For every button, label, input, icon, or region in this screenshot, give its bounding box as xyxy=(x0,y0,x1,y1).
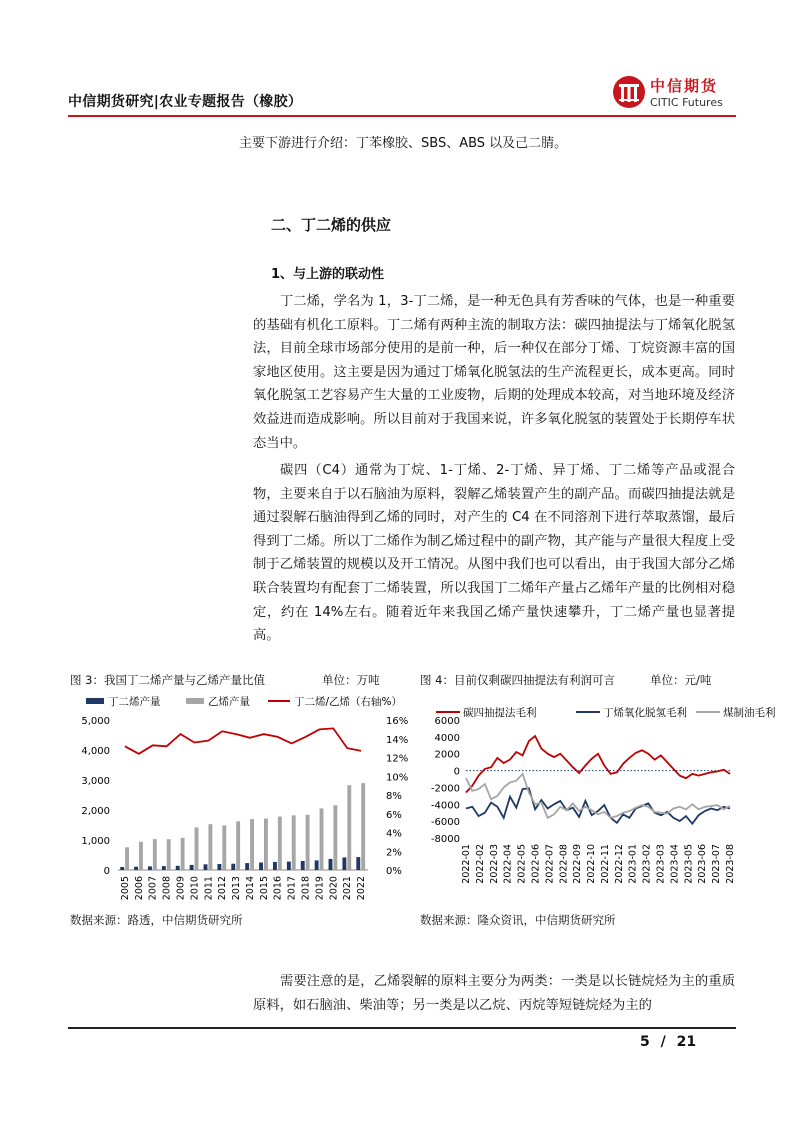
bar-butadiene-output xyxy=(356,857,360,870)
y-left-tick-label: 1,000 xyxy=(81,836,110,847)
bar-ethylene-output xyxy=(361,783,365,870)
x-tick-label: 2023-08 xyxy=(725,844,736,884)
x-tick-label: 2010 xyxy=(189,876,201,901)
x-tick-label: 2012 xyxy=(217,876,229,901)
x-tick-label: 2022-03 xyxy=(488,844,500,884)
x-tick-label: 2022-11 xyxy=(599,844,611,884)
page-separator: / xyxy=(660,1034,666,1050)
bar-ethylene-output xyxy=(264,819,268,870)
y-left-tick-label: 0 xyxy=(103,866,110,877)
bar-butadiene-output xyxy=(204,864,208,870)
x-tick-label: 2019 xyxy=(314,876,326,901)
bar-ethylene-output xyxy=(167,839,171,870)
bar-butadiene-output xyxy=(148,866,152,870)
report-header-title: 中信期货研究|农业专题报告（橡胶） xyxy=(68,94,303,110)
bar-butadiene-output xyxy=(190,865,194,870)
legend-label-ethylene-output: 乙烯产量 xyxy=(208,696,250,708)
x-tick-label: 2022-06 xyxy=(530,844,542,884)
bar-ethylene-output xyxy=(125,847,129,870)
subsection-title: 1、与上游的联动性 xyxy=(271,267,385,282)
y-tick-label: 2000 xyxy=(434,749,460,761)
bar-ethylene-output xyxy=(306,815,310,870)
y-left-tick-label: 3,000 xyxy=(81,776,110,787)
bar-butadiene-output xyxy=(287,862,291,870)
figure4-source: 数据来源：隆众资讯，中信期货研究所 xyxy=(420,913,616,927)
x-tick-label: 2015 xyxy=(258,876,270,901)
x-tick-label: 2021 xyxy=(342,876,354,901)
legend-swatch-ethylene-output xyxy=(186,698,204,704)
bar-ethylene-output xyxy=(250,819,254,870)
legend-label-ratio: 丁二烯/乙烯（右轴%） xyxy=(294,696,403,708)
figure3-source: 数据来源：路透，中信期货研究所 xyxy=(70,913,243,927)
bar-butadiene-output xyxy=(273,862,277,870)
figure4-chart xyxy=(418,690,776,905)
legend-label-butadiene-output: 丁二烯产量 xyxy=(108,696,161,708)
citic-logo-icon xyxy=(612,75,646,109)
y-tick-label: -8000 xyxy=(430,834,460,845)
intro-line: 主要下游进行介绍：丁苯橡胶、SBS、ABS 以及己二腈。 xyxy=(239,136,568,151)
bar-ethylene-output xyxy=(139,842,143,870)
bar-ethylene-output xyxy=(208,824,212,870)
y-tick-label: -4000 xyxy=(430,800,460,812)
y-left-tick-label: 5,000 xyxy=(81,716,110,727)
bar-butadiene-output xyxy=(120,867,124,870)
x-tick-label: 2013 xyxy=(231,876,243,901)
bar-ethylene-output xyxy=(278,817,282,870)
bar-butadiene-output xyxy=(259,863,263,871)
bar-butadiene-output xyxy=(134,867,138,870)
bar-butadiene-output xyxy=(217,864,221,870)
footer-divider xyxy=(68,1027,736,1029)
bar-butadiene-output xyxy=(342,857,346,870)
y-left-tick-label: 4,000 xyxy=(81,746,110,757)
x-tick-label: 2023-05 xyxy=(683,844,695,884)
y-tick-label: 0 xyxy=(453,766,460,778)
x-tick-label: 2005 xyxy=(119,876,131,901)
bar-butadiene-output xyxy=(162,866,166,870)
x-tick-label: 2016 xyxy=(272,876,284,901)
x-tick-label: 2022-01 xyxy=(461,844,472,884)
y-right-tick-label: 16% xyxy=(386,716,409,727)
bar-ethylene-output xyxy=(236,821,240,870)
paragraph-3: 需要注意的是，乙烯裂解的原料主要分为两类：一类是以长链烷烃为主的重质原料，如石脑油、柴油等；另一类是以乙烷、丙烷等短链烷烃为主的 xyxy=(253,974,735,1013)
y-tick-label: -6000 xyxy=(430,817,460,829)
figure3-chart xyxy=(68,690,408,905)
page-total: 21 xyxy=(676,1034,697,1050)
logo-chinese-name: 中信期货 xyxy=(650,77,719,95)
page-current: 5 xyxy=(640,1034,650,1050)
x-tick-label: 2022-10 xyxy=(586,844,598,884)
y-right-tick-label: 10% xyxy=(386,772,409,784)
citic-logo xyxy=(612,73,742,113)
x-tick-label: 2023-01 xyxy=(627,844,639,884)
section-title: 二、丁二烯的供应 xyxy=(271,216,392,234)
bar-butadiene-output xyxy=(301,861,305,870)
x-tick-label: 2022-02 xyxy=(474,844,486,884)
x-tick-label: 2022-08 xyxy=(558,844,570,884)
x-tick-label: 2022-05 xyxy=(516,844,528,884)
x-tick-label: 2018 xyxy=(300,876,312,901)
y-right-tick-label: 8% xyxy=(386,791,402,802)
x-tick-label: 2017 xyxy=(286,876,298,901)
figure3-caption: 图 3：我国丁二烯产量与乙烯产量比值 xyxy=(70,673,265,687)
x-tick-label: 2009 xyxy=(175,876,187,901)
legend-swatch-butadiene-output xyxy=(86,698,104,704)
bar-ethylene-output xyxy=(181,838,185,870)
x-tick-label: 2022-07 xyxy=(544,844,556,884)
x-tick-label: 2020 xyxy=(328,876,340,901)
x-tick-label: 2008 xyxy=(161,876,173,901)
paragraph-1: 丁二烯，学名为 1，3-丁二烯，是一种无色具有芳香味的气体，也是一种重要的基础有机化工原料。丁二烯有两种主流的制取方法：碳四抽提法与丁烯氧化脱氢法，目前全球市场部分使用的是前一种，后一种仅在部分丁烯、丁烷资源丰富的国家地区使用。这主要是因为通过丁烯氧化脱氢法的生产流程更长，成本更高。同时氧化脱氢工艺容易产生大量的工业废物，后期的处理成本较高，对当地环境及经济效益进而造成影响。所以目前对于我国来说，许多氧化脱氢的装置处于长期停车状态当中。 xyxy=(253,294,735,451)
legend-label-c4-extraction: 碳四抽提法毛利 xyxy=(463,707,537,719)
x-tick-label: 2006 xyxy=(133,876,145,901)
x-tick-label: 2022-12 xyxy=(613,844,625,884)
y-tick-label: -2000 xyxy=(430,783,460,795)
y-left-tick-label: 2,000 xyxy=(81,806,110,817)
x-tick-label: 2023-04 xyxy=(669,844,681,884)
y-right-tick-label: 14% xyxy=(386,734,409,746)
bar-ethylene-output xyxy=(320,808,324,870)
y-right-tick-label: 12% xyxy=(386,753,409,765)
x-tick-label: 2023-06 xyxy=(697,844,709,884)
bar-ethylene-output xyxy=(153,839,157,870)
x-tick-label: 2011 xyxy=(203,876,215,901)
legend-label-coal-to-oil: 煤制油毛利 xyxy=(723,707,776,719)
x-tick-label: 2022-04 xyxy=(502,844,514,884)
y-right-tick-label: 0% xyxy=(386,866,402,877)
x-tick-label: 2007 xyxy=(147,876,159,901)
logo-english-name: CITIC Futures xyxy=(650,96,723,109)
legend-label-butene-odh: 丁烯氧化脱氢毛利 xyxy=(603,707,687,719)
bar-ethylene-output xyxy=(292,815,296,870)
x-tick-label: 2022-09 xyxy=(572,844,584,884)
y-tick-label: 4000 xyxy=(434,732,460,744)
figure4-unit: 单位：元/吨 xyxy=(650,673,712,687)
bar-ethylene-output xyxy=(333,805,337,870)
y-tick-label: 6000 xyxy=(434,716,460,727)
y-right-tick-label: 4% xyxy=(386,828,402,840)
bar-ethylene-output xyxy=(347,785,351,870)
y-right-tick-label: 6% xyxy=(386,809,402,821)
bar-butadiene-output xyxy=(329,859,333,870)
bar-ethylene-output xyxy=(195,827,199,870)
bar-butadiene-output xyxy=(231,864,235,870)
x-tick-label: 2014 xyxy=(244,876,256,901)
page-number xyxy=(640,1034,696,1050)
bar-butadiene-output xyxy=(176,866,180,870)
x-tick-label: 2023-02 xyxy=(641,844,653,884)
paragraph-2: 碳四（C4）通常为丁烷、1-丁烯、2-丁烯、异丁烯、丁二烯等产品或混合物，主要来自于以石脑油为原料，裂解乙烯装置产生的副产品。而碳四抽提法就是通过裂解石脑油得到乙烯的同时，对产生的 C4 在不同溶剂下进行萃取蒸馏，最后得到丁二烯。所以丁二烯作为制乙烯过程中的副产物，其产能与产量很大程度上受制于乙烯装置的规模以及开工情况。从图中我们也可以看出，由于我国大部分乙烯联合装置均有配套丁二烯装置，所以我国丁二烯年产量占乙烯年产量的比例相对稳定，约在 14%左右。随着近年来我国乙烯产量快速攀升，丁二烯产量也显著提高。 xyxy=(253,463,735,644)
header-divider xyxy=(68,115,736,117)
bar-butadiene-output xyxy=(245,863,249,870)
figure4-caption: 图 4：目前仅剩碳四抽提法有利润可言 xyxy=(420,673,615,687)
line-c4-extraction xyxy=(466,736,730,793)
bar-butadiene-output xyxy=(315,860,319,870)
figure3-unit: 单位：万吨 xyxy=(322,673,380,687)
bar-ethylene-output xyxy=(222,825,226,870)
line-ratio xyxy=(125,728,361,753)
y-right-tick-label: 2% xyxy=(386,847,402,859)
x-tick-label: 2023-03 xyxy=(655,844,667,884)
x-tick-label: 2023-07 xyxy=(711,844,723,884)
x-tick-label: 2022 xyxy=(356,876,368,901)
